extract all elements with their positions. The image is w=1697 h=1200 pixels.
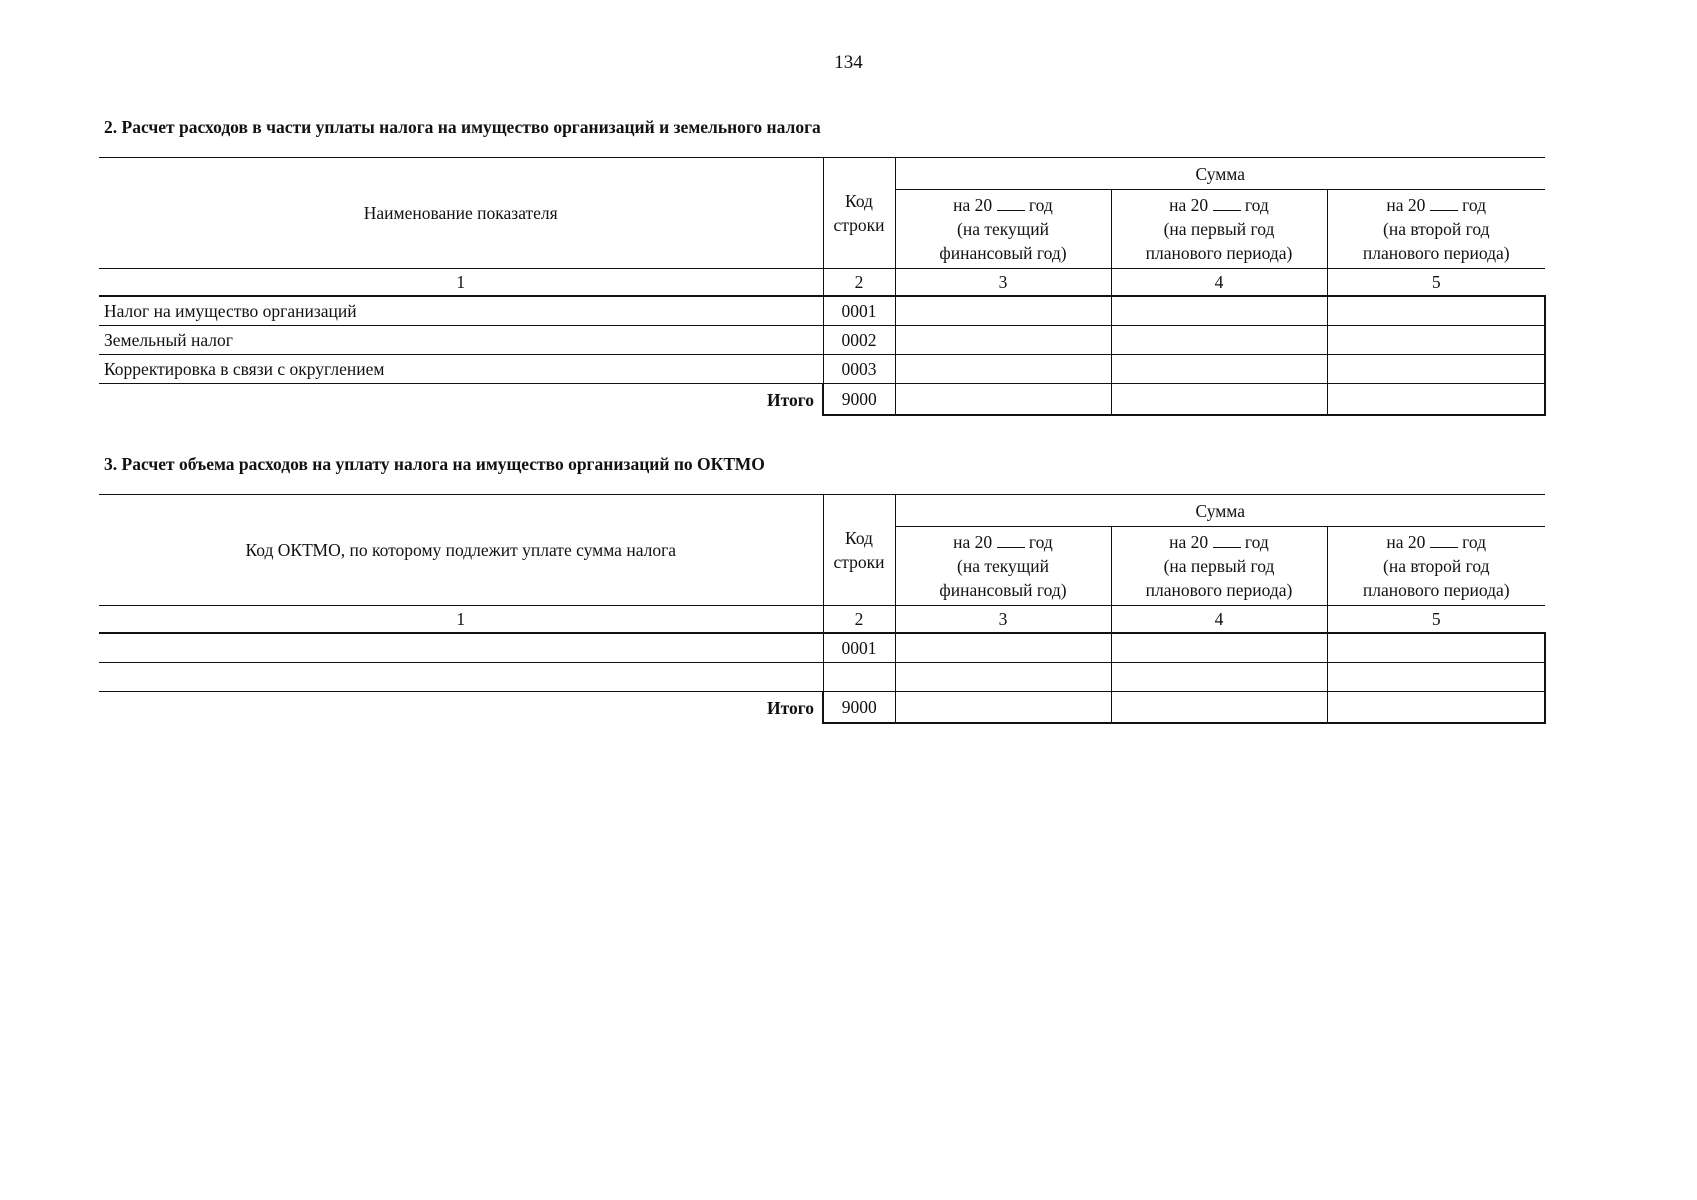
row-code: 0001	[823, 633, 895, 663]
column-number: 2	[823, 269, 895, 297]
amount-first-plan-cell[interactable]	[1111, 296, 1327, 326]
table-row	[99, 355, 1545, 384]
header-code-line2: строки	[833, 552, 885, 572]
period-line2: (на текущий	[957, 556, 1049, 576]
year-blank	[1430, 196, 1458, 211]
total-row	[99, 692, 1545, 724]
period-line2: (на первый год	[1163, 556, 1275, 576]
section-2-title: 2. Расчет расходов в части уплаты налога на имущество организаций и земельного налога	[104, 117, 821, 137]
table-row	[99, 326, 1545, 355]
period-line3: планового периода)	[1362, 580, 1510, 600]
oktmo-code-cell[interactable]	[99, 633, 823, 663]
period-year-prefix: на 20	[1386, 532, 1426, 552]
header-period-first-plan	[1111, 190, 1327, 269]
amount-current-cell[interactable]	[895, 296, 1111, 326]
period-year-prefix: на 20	[953, 195, 993, 215]
period-year-prefix: на 20	[953, 532, 993, 552]
period-line2: (на первый год	[1163, 219, 1275, 239]
amount-second-plan-cell[interactable]	[1327, 633, 1545, 663]
period-line2: (на второй год	[1383, 556, 1490, 576]
column-numbers-row	[99, 269, 1545, 297]
header-code-line2: строки	[833, 215, 885, 235]
column-number: 3	[895, 269, 1111, 297]
section-3-title: 3. Расчет объема расходов на уплату налога на имущество организаций по ОКТМО	[104, 454, 765, 474]
column-numbers-row	[99, 606, 1545, 634]
page-number: 134	[834, 52, 863, 73]
period-year-suffix: год	[1462, 195, 1487, 215]
period-line3: финансовый год)	[939, 243, 1067, 263]
amount-first-plan-cell[interactable]	[1111, 326, 1327, 355]
header-period-first-plan	[1111, 527, 1327, 606]
amount-current-cell[interactable]	[895, 326, 1111, 355]
column-number: 1	[99, 606, 823, 634]
indicator-name: Земельный налог	[99, 326, 823, 355]
column-number: 2	[823, 606, 895, 634]
row-code: 0002	[823, 326, 895, 355]
total-code: 9000	[823, 692, 895, 724]
header-period-current	[895, 190, 1111, 269]
total-label: Итого	[767, 697, 814, 718]
indicator-name: Налог на имущество организаций	[99, 296, 823, 326]
year-blank	[1430, 533, 1458, 548]
total-first-plan-cell[interactable]	[1111, 384, 1327, 416]
period-year-suffix: год	[1462, 532, 1487, 552]
column-number: 5	[1327, 606, 1545, 634]
column-number: 3	[895, 606, 1111, 634]
period-year-suffix: год	[1244, 532, 1269, 552]
header-sum: Сумма	[895, 495, 1545, 527]
amount-second-plan-cell[interactable]	[1327, 326, 1545, 355]
header-period-second-plan	[1327, 527, 1545, 606]
header-oktmo-code: Код ОКТМО, по которому подлежит уплате сумма налога	[99, 495, 823, 606]
indicator-name: Корректировка в связи с округлением	[99, 355, 823, 384]
year-blank	[1213, 196, 1241, 211]
column-number: 1	[99, 269, 823, 297]
total-first-plan-cell[interactable]	[1111, 692, 1327, 724]
row-code: 0001	[823, 296, 895, 326]
period-line3: финансовый год)	[939, 580, 1067, 600]
period-year-suffix: год	[1244, 195, 1269, 215]
amount-current-cell[interactable]	[895, 355, 1111, 384]
header-period-current	[895, 527, 1111, 606]
header-indicator-name: Наименование показателя	[99, 158, 823, 269]
property-land-tax-table	[99, 157, 1546, 416]
total-code: 9000	[823, 384, 895, 416]
year-blank	[1213, 533, 1241, 548]
table-row	[99, 633, 1545, 663]
table-row	[99, 296, 1545, 326]
amount-second-plan-cell[interactable]	[1327, 355, 1545, 384]
amount-second-plan-cell[interactable]	[1327, 663, 1545, 692]
period-line2: (на текущий	[957, 219, 1049, 239]
total-row	[99, 384, 1545, 416]
header-sum: Сумма	[895, 158, 1545, 190]
row-code	[823, 663, 895, 692]
period-line3: планового периода)	[1145, 243, 1293, 263]
table-row	[99, 663, 1545, 692]
total-current-cell[interactable]	[895, 384, 1111, 416]
amount-first-plan-cell[interactable]	[1111, 663, 1327, 692]
header-code-line1: Код	[845, 191, 873, 211]
amount-current-cell[interactable]	[895, 633, 1111, 663]
year-blank	[997, 196, 1025, 211]
period-line3: планового периода)	[1145, 580, 1293, 600]
header-row-code	[823, 158, 895, 269]
period-year-suffix: год	[1028, 532, 1053, 552]
period-year-prefix: на 20	[1169, 532, 1209, 552]
column-number: 4	[1111, 269, 1327, 297]
period-year-prefix: на 20	[1386, 195, 1426, 215]
period-line3: планового периода)	[1362, 243, 1510, 263]
amount-current-cell[interactable]	[895, 663, 1111, 692]
period-year-suffix: год	[1028, 195, 1053, 215]
row-code: 0003	[823, 355, 895, 384]
column-number: 5	[1327, 269, 1545, 297]
period-year-prefix: на 20	[1169, 195, 1209, 215]
amount-second-plan-cell[interactable]	[1327, 296, 1545, 326]
amount-first-plan-cell[interactable]	[1111, 633, 1327, 663]
oktmo-tax-table	[99, 494, 1546, 724]
header-period-second-plan	[1327, 190, 1545, 269]
total-label: Итого	[767, 389, 814, 410]
total-second-plan-cell[interactable]	[1327, 692, 1545, 724]
period-line2: (на второй год	[1383, 219, 1490, 239]
year-blank	[997, 533, 1025, 548]
oktmo-code-cell[interactable]	[99, 663, 823, 692]
header-row-code	[823, 495, 895, 606]
total-current-cell[interactable]	[895, 692, 1111, 724]
header-code-line1: Код	[845, 528, 873, 548]
column-number: 4	[1111, 606, 1327, 634]
total-second-plan-cell[interactable]	[1327, 384, 1545, 416]
amount-first-plan-cell[interactable]	[1111, 355, 1327, 384]
